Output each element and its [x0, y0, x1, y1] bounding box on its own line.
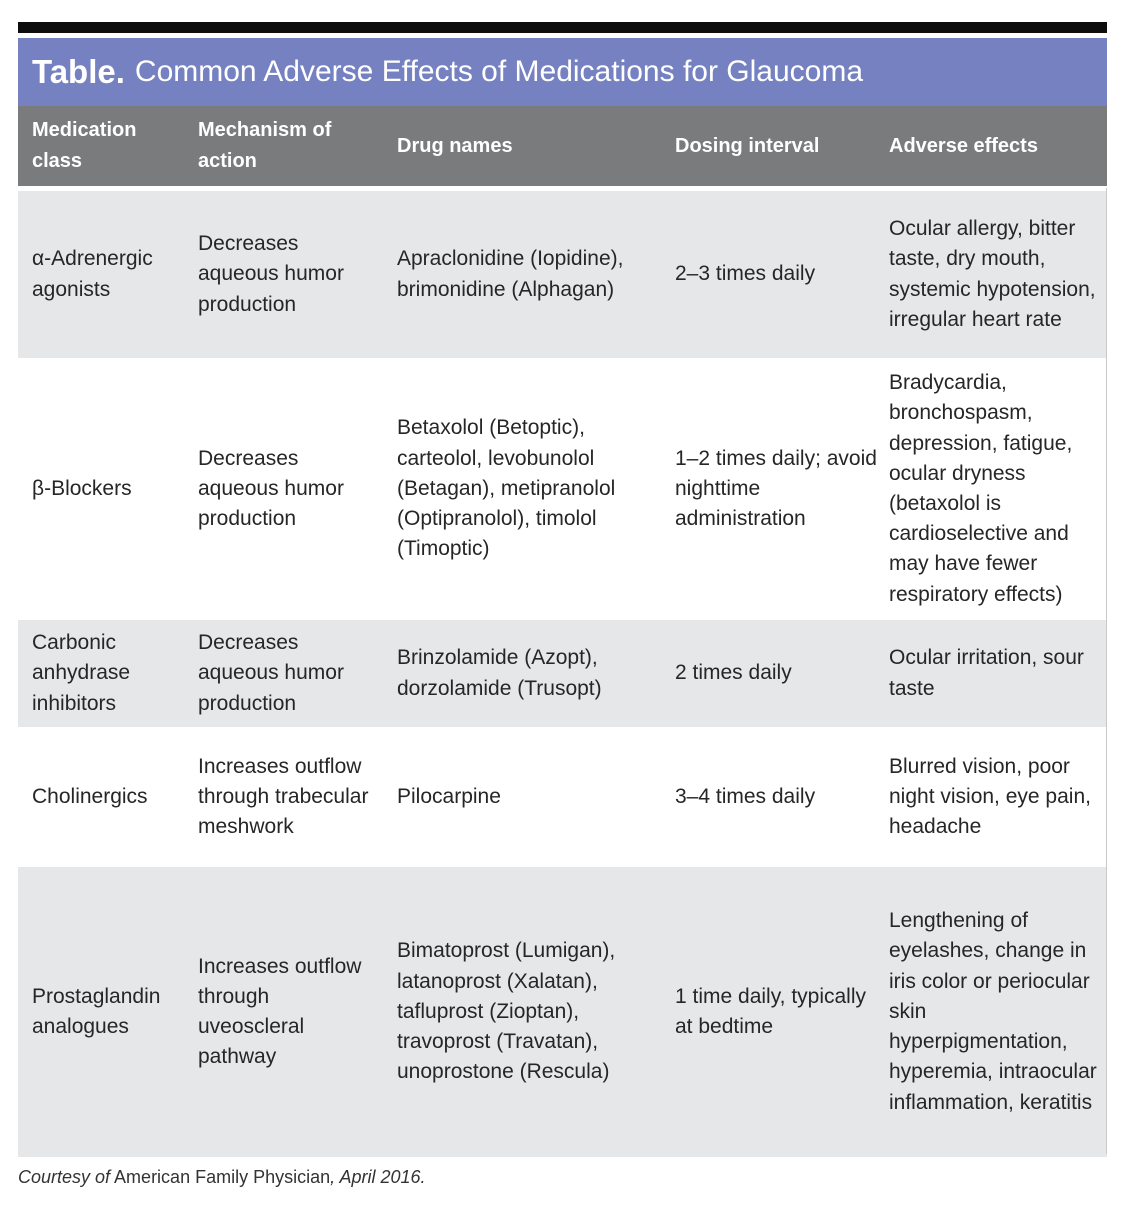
cell-dosing-interval: 1 time daily, typically at bedtime [675, 984, 867, 1038]
cell-drug-names: Apraclonidine (Iopidine), brimonidine (Alphagan) [397, 247, 624, 301]
cell-adverse-effects: Bradycardia, bronchospasm, depression, fatigue, ocular dryness (betaxolol is cardioselective and may have fewer respiratory effects) [889, 371, 1073, 606]
table-header-row [18, 106, 1107, 186]
cell-drug-names: Pilocarpine [397, 784, 501, 808]
table-row [18, 358, 1107, 620]
cell-medication-class: Carbonic anhydrase inhibitors [32, 631, 131, 715]
cell-drug-names: Bimatoprost (Lumigan), latanoprost (Xalatan), tafluprost (Zioptan), travoprost (Travatan), unoprostone (Rescula) [397, 939, 616, 1084]
cell-drug-names: Betaxolol (Betoptic), carteolol, levobunolol (Betagan), metipranolol (Optipranolol), timolol (Timoptic) [397, 416, 616, 561]
table-title: Common Adverse Effects of Medications for Glaucoma [134, 55, 864, 88]
cell-mechanism: Decreases aqueous humor production [198, 446, 344, 531]
cell-medication-class: Prostaglandin analogues [32, 984, 161, 1038]
cell-adverse-effects: Blurred vision, poor night vision, eye pain, headache [889, 754, 1091, 839]
caption-courtesy: Courtesy of [18, 1167, 111, 1187]
column-header-adverse-effects: Adverse effects [889, 134, 1038, 157]
cell-dosing-interval: 1–2 times daily; avoid nighttime administration [675, 446, 877, 531]
cell-medication-class: α-Adrenergic agonists [32, 247, 153, 301]
table-row [18, 620, 1107, 727]
top-rule [18, 22, 1107, 33]
cell-dosing-interval: 2–3 times daily [675, 262, 816, 286]
table-title-bar [18, 38, 1107, 106]
column-header-medication-class: Medication class [32, 119, 137, 172]
cell-medication-class: Cholinergics [32, 784, 148, 808]
table-row [18, 191, 1107, 358]
caption-publication: American Family Physician [110, 1167, 331, 1187]
cell-adverse-effects: Ocular irritation, sour taste [889, 646, 1084, 700]
cell-drug-names: Brinzolamide (Azopt), dorzolamide (Trusopt) [397, 646, 602, 700]
cell-adverse-effects: Ocular allergy, bitter taste, dry mouth, systemic hypotension, irregular heart rate [889, 217, 1096, 331]
cell-mechanism: Increases outflow through uveoscleral pathway [198, 954, 362, 1069]
medication-table [18, 106, 1107, 1157]
cell-medication-class: β-Blockers [32, 476, 132, 500]
table-right-border [1106, 188, 1107, 1154]
cell-mechanism: Increases outflow through trabecular meshwork [198, 754, 369, 839]
table-title-prefix: Table. [32, 53, 125, 90]
caption-date: , April 2016. [330, 1167, 426, 1187]
column-header-dosing-interval: Dosing interval [675, 134, 820, 157]
cell-mechanism: Decreases aqueous humor production [198, 631, 344, 715]
source-caption [18, 1167, 426, 1188]
cell-adverse-effects: Lengthening of eyelashes, change in iris color or periocular skin hyperpigmentation, hyperemia, intraocular inflammation, keratitis [889, 909, 1097, 1114]
column-header-drug-names: Drug names [397, 134, 513, 157]
table-row [18, 727, 1107, 867]
cell-mechanism: Decreases aqueous humor production [198, 232, 344, 316]
cell-dosing-interval: 2 times daily [675, 661, 792, 685]
table-row [18, 867, 1107, 1157]
cell-dosing-interval: 3–4 times daily [675, 784, 816, 808]
column-header-mechanism: Mechanism of action [198, 119, 332, 172]
